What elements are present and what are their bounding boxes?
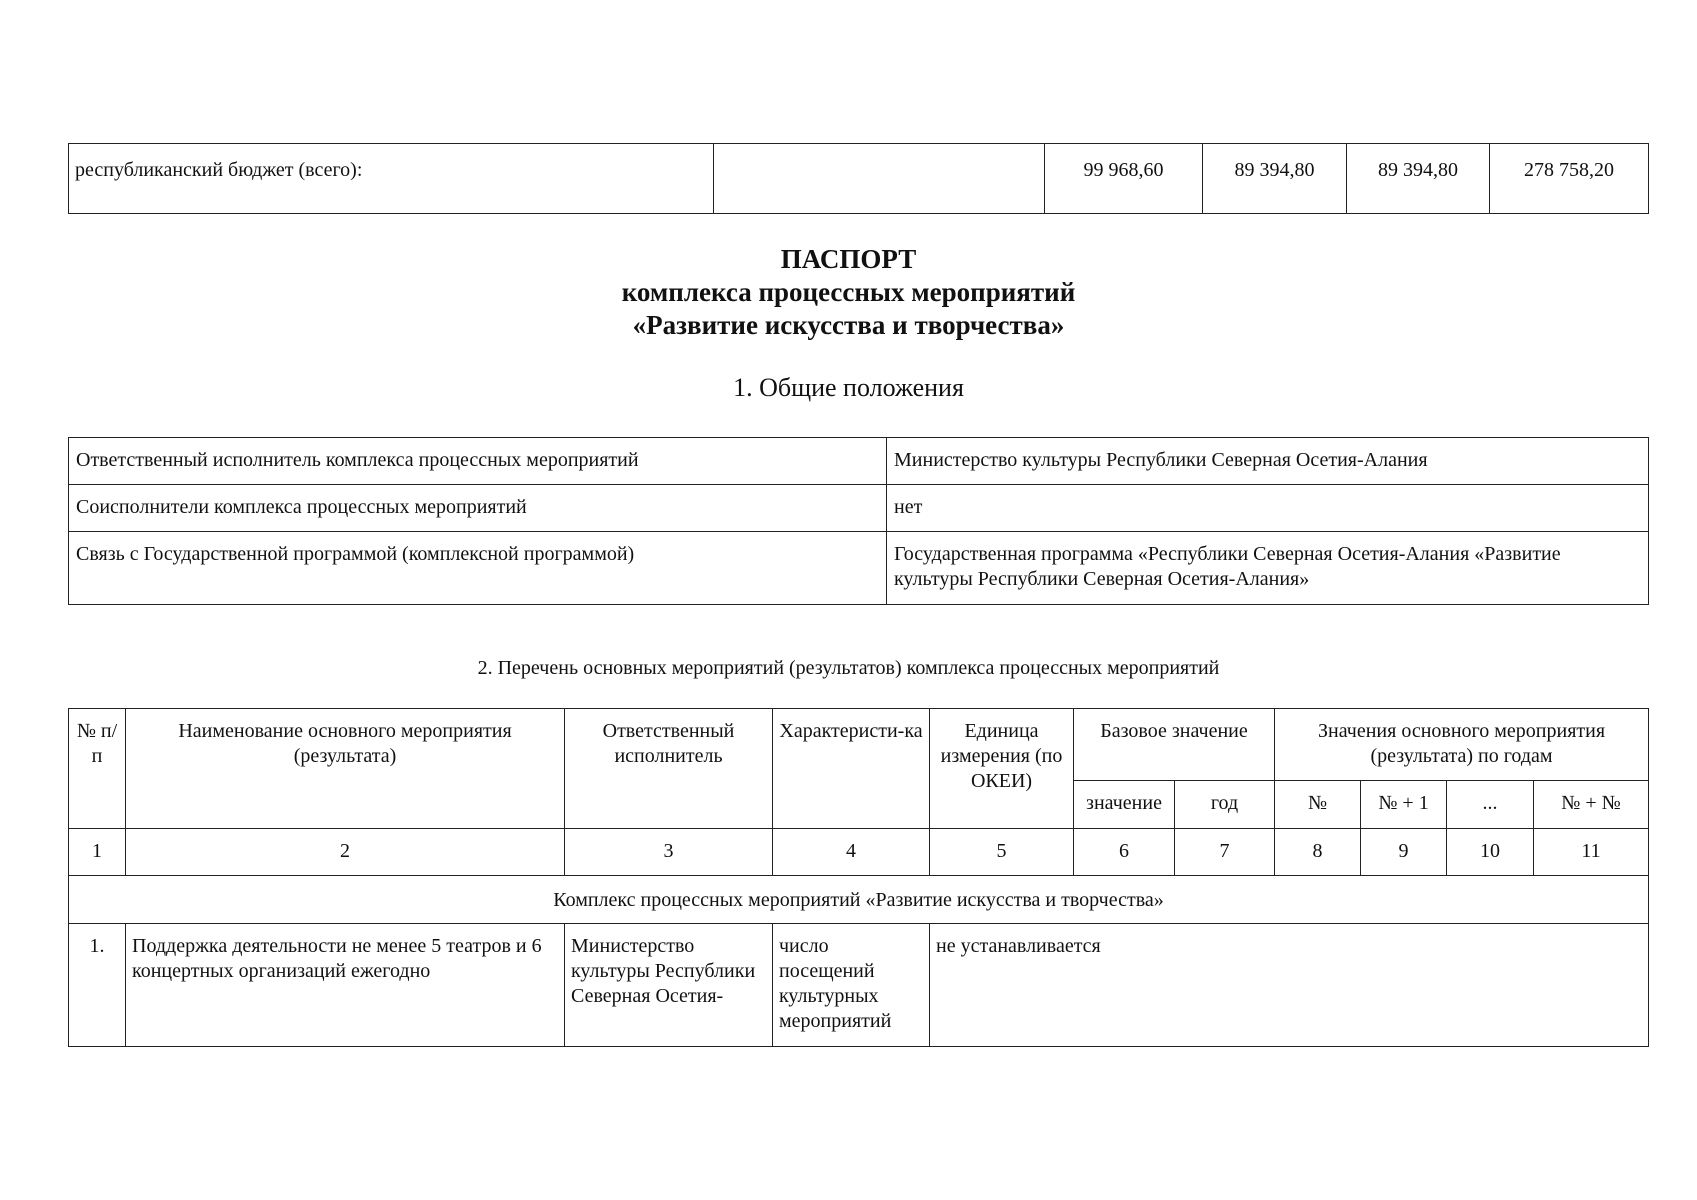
header-unit: Единица измерения (по ОКЕИ) xyxy=(930,709,1074,829)
general-row xyxy=(69,485,1649,532)
header-responsible: Ответственный исполнитель xyxy=(565,709,773,829)
section-1-heading: 1. Общие положения xyxy=(733,373,964,402)
section-2-heading: 2. Перечень основных мероприятий (результатов) комплекса процессных мероприятий xyxy=(477,657,1220,679)
column-number: 11 xyxy=(1534,829,1649,876)
title-line-3: «Развитие искусства и творчества» xyxy=(632,310,1065,340)
complex-title: Комплекс процессных мероприятий «Развитие искусства и творчества» xyxy=(69,876,1649,924)
budget-row xyxy=(69,144,1649,214)
general-label: Ответственный исполнитель комплекса процессных мероприятий xyxy=(69,438,887,485)
budget-value-3: 89 394,80 xyxy=(1347,144,1490,214)
column-number: 5 xyxy=(930,829,1074,876)
header-year-2: № + 1 xyxy=(1361,781,1447,829)
header-characteristic: Характеристи-ка xyxy=(773,709,930,829)
column-number: 10 xyxy=(1447,829,1534,876)
header-year-3: ... xyxy=(1447,781,1534,829)
header-row xyxy=(69,709,1649,781)
header-base: Базовое значение xyxy=(1074,709,1275,781)
column-number: 2 xyxy=(126,829,565,876)
title-line-1: ПАСПОРТ xyxy=(780,244,917,274)
row-name: Поддержка деятельности не менее 5 театров и 6 концертных организаций ежегодно xyxy=(126,924,565,1047)
general-label: Соисполнители комплекса процессных мероприятий xyxy=(69,485,887,532)
header-name: Наименование основного мероприятия (результата) xyxy=(126,709,565,829)
general-row xyxy=(69,438,1649,485)
header-years: Значения основного мероприятия (результата) по годам xyxy=(1275,709,1649,781)
row-value: не устанавливается xyxy=(930,924,1649,1047)
activities-table xyxy=(68,708,1649,1047)
complex-title-row xyxy=(69,876,1649,924)
column-number: 9 xyxy=(1361,829,1447,876)
row-characteristic: число посещений культурных мероприятий xyxy=(773,924,930,1047)
general-row xyxy=(69,532,1649,605)
column-number: 1 xyxy=(69,829,126,876)
header-base-year: год xyxy=(1175,781,1275,829)
budget-label: республиканский бюджет (всего): xyxy=(69,144,714,214)
header-base-value: значение xyxy=(1074,781,1175,829)
header-num: № п/п xyxy=(69,709,126,829)
row-num: 1. xyxy=(69,924,126,1047)
column-numbers-row xyxy=(69,829,1649,876)
header-year-4: № + № xyxy=(1534,781,1649,829)
column-number: 4 xyxy=(773,829,930,876)
header-year-1: № xyxy=(1275,781,1361,829)
general-value: нет xyxy=(887,485,1649,532)
passport-title xyxy=(0,243,1697,342)
general-label: Связь с Государственной программой (комплексной программой) xyxy=(69,532,887,605)
budget-table xyxy=(68,143,1649,214)
budget-empty-cell xyxy=(714,144,1045,214)
column-number: 6 xyxy=(1074,829,1175,876)
general-value: Государственная программа «Республики Северная Осетия-Алания «Развитие культуры Республики Северная Осетия-Алания» xyxy=(887,532,1649,605)
table-row xyxy=(69,924,1649,1047)
budget-value-total: 278 758,20 xyxy=(1490,144,1649,214)
column-number: 7 xyxy=(1175,829,1275,876)
row-responsible: Министерство культуры Республики Северная Осетия- xyxy=(565,924,773,1047)
title-line-2: комплекса процессных мероприятий xyxy=(621,277,1076,307)
budget-value-2: 89 394,80 xyxy=(1203,144,1347,214)
column-number: 8 xyxy=(1275,829,1361,876)
column-number: 3 xyxy=(565,829,773,876)
general-table xyxy=(68,437,1649,605)
budget-value-1: 99 968,60 xyxy=(1045,144,1203,214)
general-value: Министерство культуры Республики Северная Осетия-Алания xyxy=(887,438,1649,485)
